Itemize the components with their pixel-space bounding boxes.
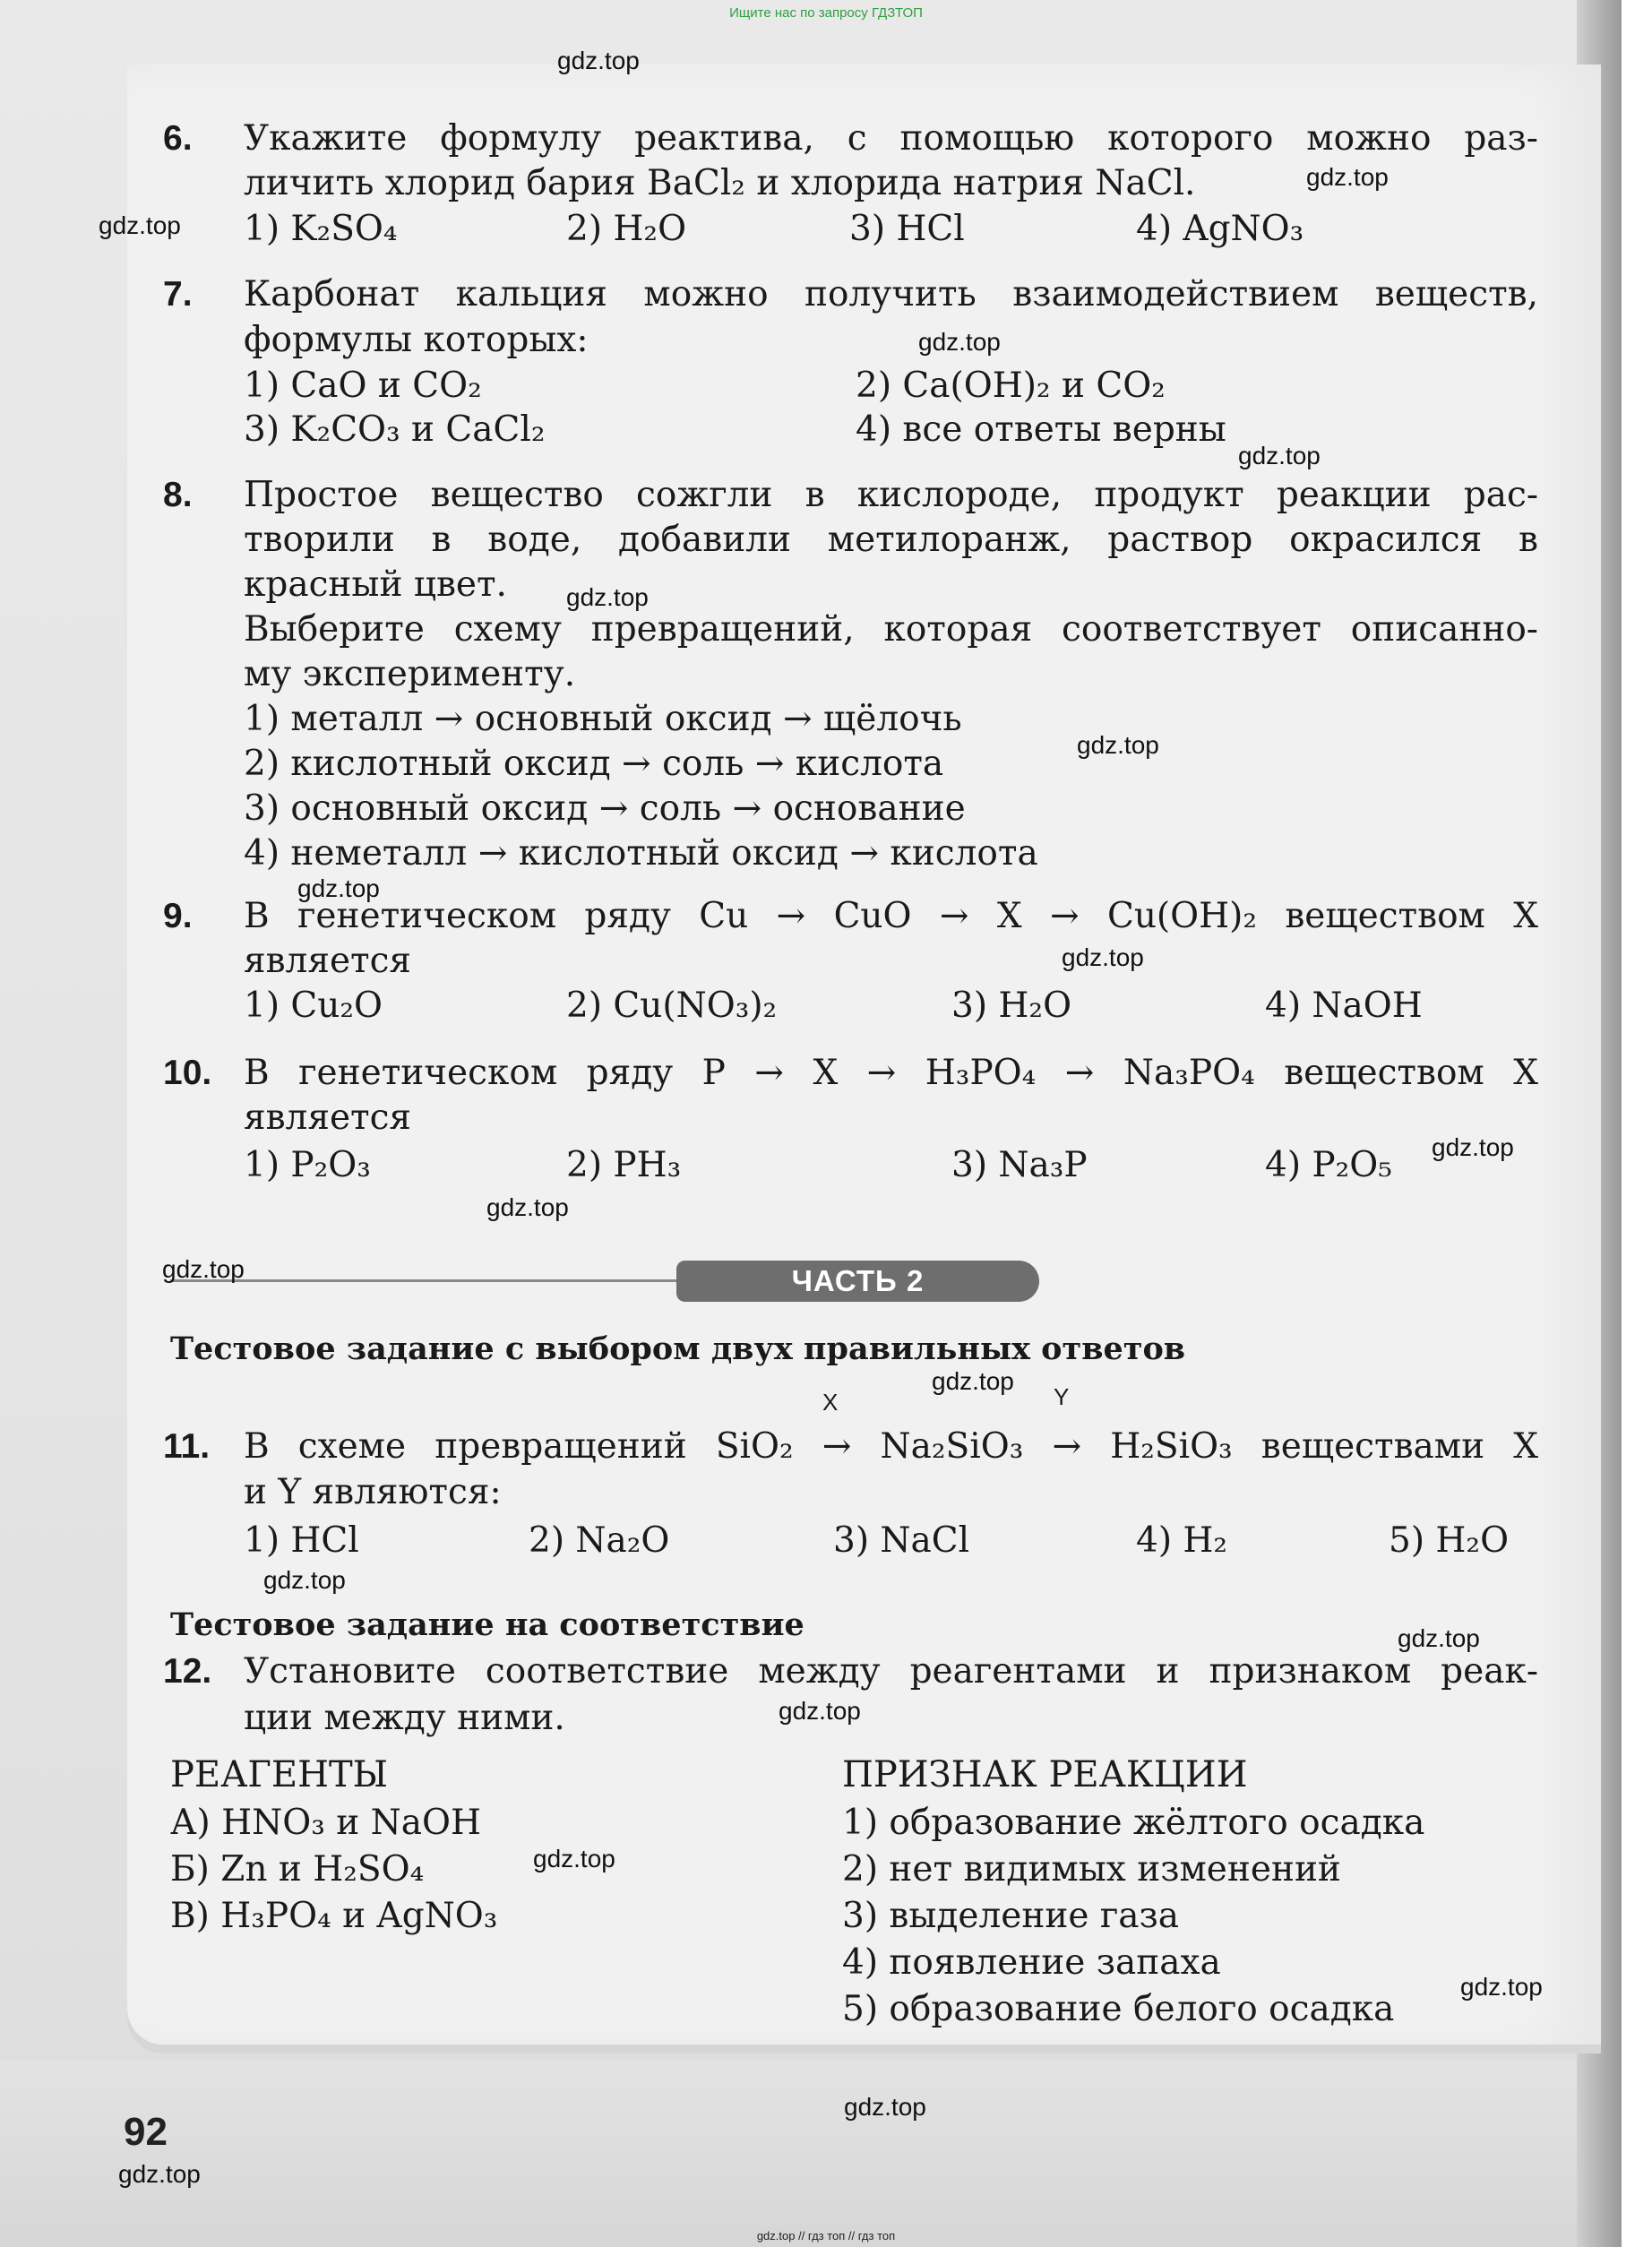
q7-number: 7. xyxy=(163,275,193,314)
q9-option-4: 4) NaOH xyxy=(1265,986,1423,1026)
watermark: gdz.top xyxy=(779,1697,861,1725)
q12-line-2: ции между ними. xyxy=(244,1698,565,1738)
reaction-sign-4: 4) появление запаха xyxy=(842,1942,1221,1983)
q11-number: 11. xyxy=(163,1427,211,1466)
watermark: gdz.top xyxy=(932,1367,1014,1395)
section-match-heading: Тестовое задание на соответствие xyxy=(170,1606,804,1643)
q6-option-4: 4) AgNO₃ xyxy=(1136,209,1304,249)
reaction-sign-header: ПРИЗНАК РЕАКЦИИ xyxy=(842,1754,1248,1795)
q8-option-4: 4) неметалл → кислотный оксид → кислота xyxy=(244,833,1038,874)
page-number: 92 xyxy=(124,2110,168,2154)
q10-line-2: является xyxy=(244,1098,412,1138)
q12-line-1: Установите соответствие между реагентами и признаком реак- xyxy=(244,1651,1538,1692)
reaction-sign-2: 2) нет видимых изменений xyxy=(842,1849,1341,1890)
q10-option-4: 4) P₂O₅ xyxy=(1265,1145,1392,1185)
q6-line-1: Укажите формулу реактива, с помощью которого можно раз- xyxy=(244,118,1538,159)
watermark: gdz.top xyxy=(1398,1624,1480,1652)
watermark: gdz.top xyxy=(263,1566,346,1594)
q9-line-2: является xyxy=(244,941,412,981)
scan-edge xyxy=(1622,0,1652,2247)
q9-number: 9. xyxy=(163,897,193,935)
q7-line-2: формулы которых: xyxy=(244,320,589,360)
watermark: gdz.top xyxy=(1238,442,1321,469)
reagent-b: Б) Zn и H₂SO₄ xyxy=(170,1849,425,1890)
reaction-sign-1: 1) образование жёлтого осадка xyxy=(842,1803,1425,1843)
q7-line-1: Карбонат кальция можно получить взаимодействием веществ, xyxy=(244,274,1538,314)
q10-option-2: 2) PH₃ xyxy=(566,1145,682,1185)
watermark: gdz.top xyxy=(533,1845,615,1872)
top-search-note: Ищите нас по запросу ГДЗТОП xyxy=(729,5,923,21)
q8-option-1: 1) металл → основный оксид → щёлочь xyxy=(244,699,962,739)
q11-arrow-label-x: X xyxy=(822,1389,839,1416)
q10-number: 10. xyxy=(163,1054,212,1092)
q12-number: 12. xyxy=(163,1652,212,1691)
reagents-header: РЕАГЕНТЫ xyxy=(170,1754,389,1795)
watermark: gdz.top xyxy=(486,1193,569,1221)
q7-option-1: 1) CaO и CO₂ xyxy=(244,366,482,406)
reagent-a: А) HNO₃ и NaOH xyxy=(170,1803,482,1843)
q11-option-3: 3) NaCl xyxy=(833,1520,970,1561)
q8-line-3: красный цвет. xyxy=(244,564,507,605)
watermark: gdz.top xyxy=(918,328,1001,356)
watermark: gdz.top xyxy=(99,211,181,239)
watermark: gdz.top xyxy=(566,583,649,611)
watermark: gdz.top xyxy=(1460,1973,1543,2001)
q6-line-2: личить хлорид бария BaCl₂ и хлорида натрия NaCl. xyxy=(244,163,1196,203)
q10-option-1: 1) P₂O₃ xyxy=(244,1145,371,1185)
q8-option-2: 2) кислотный оксид → соль → кислота xyxy=(244,744,944,784)
q8-line-1: Простое вещество сожгли в кислороде, продукт реакции рас- xyxy=(244,475,1538,515)
q8-line-5: му эксперименту. xyxy=(244,654,576,694)
q9-option-2: 2) Cu(NO₃)₂ xyxy=(566,986,778,1026)
q8-line-4: Выберите схему превращений, которая соответствует описанно- xyxy=(244,609,1538,650)
watermark: gdz.top xyxy=(1306,163,1389,191)
bottom-note: gdz.top // гдз топ // гдз топ xyxy=(756,2229,896,2243)
q10-option-3: 3) Na₃P xyxy=(951,1145,1088,1185)
watermark: gdz.top xyxy=(118,2160,201,2188)
part-divider-line xyxy=(170,1279,681,1282)
watermark: gdz.top xyxy=(162,1255,245,1283)
watermark: gdz.top xyxy=(1077,731,1159,759)
q9-line-1: В генетическом ряду Cu → CuO → X → Cu(OH)₂ веществом X xyxy=(244,896,1538,936)
q11-option-2: 2) Na₂O xyxy=(529,1520,670,1561)
q8-option-3: 3) основный оксид → соль → основание xyxy=(244,788,966,829)
watermark: gdz.top xyxy=(297,874,380,902)
q8-line-2: творили в воде, добавили метилоранж, раствор окрасился в xyxy=(244,520,1538,560)
watermark: gdz.top xyxy=(1062,943,1144,971)
q9-option-3: 3) H₂O xyxy=(951,986,1072,1026)
q11-option-5: 5) H₂O xyxy=(1389,1520,1510,1561)
q6-option-2: 2) H₂O xyxy=(566,209,687,249)
section-two-answers-heading: Тестовое задание с выбором двух правильных ответов xyxy=(170,1330,1186,1367)
watermark: gdz.top xyxy=(1432,1133,1514,1161)
q7-option-2: 2) Ca(OH)₂ и CO₂ xyxy=(856,366,1166,406)
part-2-banner: ЧАСТЬ 2 xyxy=(676,1261,1039,1302)
q8-number: 8. xyxy=(163,476,193,514)
page-bottom-shade xyxy=(0,2061,1577,2247)
watermark: gdz.top xyxy=(844,2093,926,2121)
q11-line-1: В схеме превращений SiO₂ → Na₂SiO₃ → H₂SiO₃ веществами X xyxy=(244,1426,1538,1467)
q6-number: 6. xyxy=(163,119,193,158)
reaction-sign-5: 5) образование белого осадка xyxy=(842,1989,1395,2029)
q11-arrow-label-y: Y xyxy=(1054,1383,1070,1410)
q10-line-1: В генетическом ряду P → X → H₃PO₄ → Na₃PO₄ веществом X xyxy=(244,1053,1538,1093)
reaction-sign-3: 3) выделение газа xyxy=(842,1896,1180,1936)
q7-option-3: 3) K₂CO₃ и CaCl₂ xyxy=(244,409,546,450)
reagent-v: В) H₃PO₄ и AgNO₃ xyxy=(170,1896,498,1936)
q9-option-1: 1) Cu₂O xyxy=(244,986,383,1026)
q6-option-1: 1) K₂SO₄ xyxy=(244,209,398,249)
q11-line-2: и Y являются: xyxy=(244,1472,502,1512)
q11-option-1: 1) HCl xyxy=(244,1520,359,1561)
q11-option-4: 4) H₂ xyxy=(1136,1520,1228,1561)
q6-option-3: 3) HCl xyxy=(849,209,965,249)
watermark: gdz.top xyxy=(557,47,640,74)
q7-option-4: 4) все ответы верны xyxy=(856,409,1226,450)
